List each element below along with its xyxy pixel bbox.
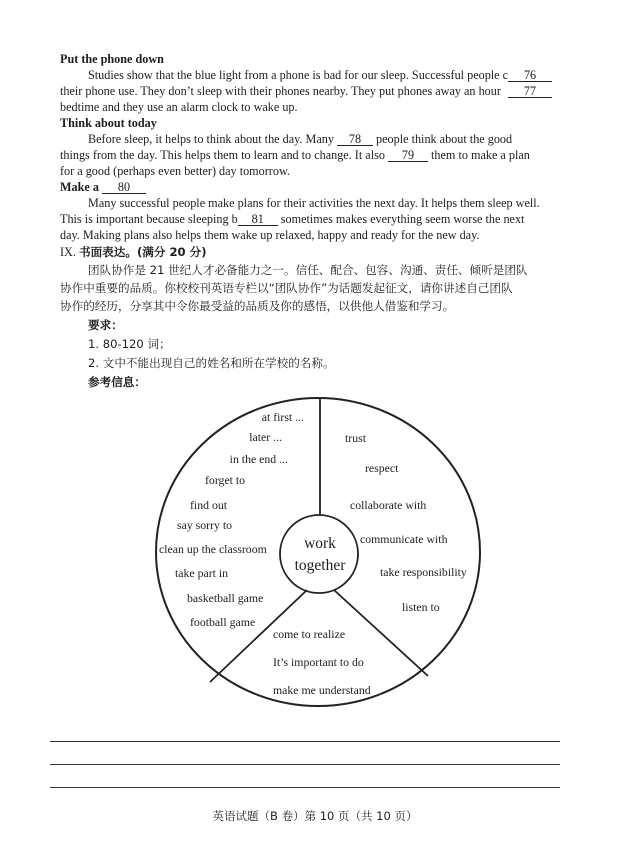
answer-line[interactable] (50, 741, 560, 742)
answer-blank-78[interactable]: 78 (337, 133, 373, 146)
answer-blank-79[interactable]: 79 (388, 149, 428, 162)
diagram-phrase: forget to (205, 473, 246, 487)
paragraph-line: bedtime and they use an alarm clock to wake up. (60, 100, 298, 114)
section-title-think: Think about today (60, 116, 157, 130)
center-label-together: together (294, 557, 346, 574)
paragraph-line: day. Making plans also helps them wake up relaxed, happy and ready for the new day. (60, 228, 480, 242)
requirement-item: 1. 80-120 词； (88, 337, 171, 351)
diagram-phrase: at first ... (261, 410, 304, 424)
diagram-phrase: It’s important to do (273, 655, 364, 669)
center-label-work: work (304, 535, 336, 552)
paragraph-line (88, 132, 512, 147)
diagram-phrase: listen to (402, 600, 440, 614)
heading-number: IX. (60, 245, 76, 259)
diagram-phrase: football game (190, 615, 256, 629)
answer-blank-80[interactable]: 80 (102, 181, 146, 194)
text: Before sleep, it helps to think about the day. Many (88, 132, 334, 146)
paragraph-line: Many successful people make plans for their activities the next day. It helps them sleep well. (88, 196, 540, 210)
text: Make a (60, 180, 99, 194)
heading-text: 书面表达。(满分 20 分) (78, 245, 207, 259)
diagram-phrase: trust (345, 431, 366, 445)
diagram-phrase: make me understand (273, 683, 371, 697)
diagram-phrase: clean up the classroom (159, 542, 267, 556)
diagram-phrase: communicate with (360, 532, 448, 546)
text: This is important because sleeping b (60, 212, 238, 226)
answer-line[interactable] (50, 787, 560, 788)
section-title-phone: Put the phone down (60, 52, 164, 66)
writing-paragraph: 协作中重要的品质。你校校刊英语专栏以“团队协作”为话题发起征文，请你讲述自己团队 (60, 281, 513, 295)
text: Studies show that the blue light from a phone is bad for our sleep. Successful people c (88, 68, 509, 82)
writing-paragraph: 团队协作是 21 世纪人才必备能力之一。信任、配合、包容、沟通、责任、倾听是团队 (88, 263, 528, 277)
page-footer: 英语试题（B 卷）第 10 页（共 10 页） (212, 809, 418, 823)
text: things from the day. This helps them to learn and to change. It also (60, 148, 385, 162)
diagram-phrase: take part in (175, 566, 229, 580)
text: their phone use. They don’t sleep with their phones nearby. They put phones away an hour (60, 84, 501, 98)
diagram-phrase: in the end ... (229, 452, 288, 466)
answer-blank-76[interactable]: 76 (508, 69, 552, 82)
answer-blank-77[interactable]: 77 (508, 85, 552, 98)
paragraph-line (88, 68, 552, 83)
paragraph-line (60, 212, 524, 227)
diagram-phrase: take responsibility (380, 565, 467, 579)
paragraph-line: for a good (perhaps even better) day tomorrow. (60, 164, 291, 178)
paragraph-line (60, 148, 530, 163)
requirements-title: 要求： (88, 318, 123, 332)
paragraph-line (60, 84, 552, 99)
answer-blank-81[interactable]: 81 (238, 213, 278, 226)
diagram-phrase: respect (365, 461, 399, 475)
section-title-make (60, 180, 146, 195)
diagram-phrase: find out (190, 498, 228, 512)
diagram-phrase: come to realize (273, 627, 346, 641)
teamwork-mind-map (0, 390, 630, 720)
writing-paragraph: 协作的经历，分享其中令你最受益的品质及你的感悟，以供他人借鉴和学习。 (60, 299, 455, 313)
diagram-phrase: say sorry to (177, 518, 233, 532)
text: them to make a plan (431, 148, 530, 162)
text: people think about the good (376, 132, 513, 146)
diagram-phrase: later ... (249, 430, 282, 444)
writing-heading (60, 244, 207, 260)
text: sometimes makes everything seem worse the next (280, 212, 525, 226)
reference-title: 参考信息： (88, 375, 146, 389)
diagram-phrase: collaborate with (350, 498, 427, 512)
answer-line[interactable] (50, 764, 560, 765)
center-circle (280, 515, 358, 593)
requirement-item: 2. 文中不能出现自己的姓名和所在学校的名称。 (88, 356, 335, 370)
diagram-phrase: basketball game (187, 591, 264, 605)
